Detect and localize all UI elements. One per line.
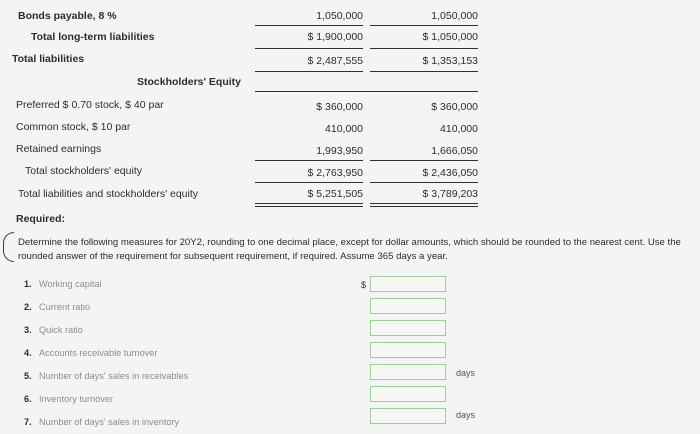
double-rule bbox=[370, 206, 478, 207]
measure-number: 5. bbox=[24, 371, 32, 381]
row-label-total-equity: Total stockholders' equity bbox=[25, 165, 142, 177]
rule bbox=[370, 160, 478, 161]
value-bonds-1: 1,050,000 bbox=[431, 10, 478, 22]
unit-days: days bbox=[456, 410, 476, 420]
value-total-long-term-2: $ 1,900,000 bbox=[307, 31, 363, 43]
measure-label: Number of days' sales in receivables bbox=[39, 371, 189, 381]
measure-number: 7. bbox=[24, 417, 32, 427]
dollar-sign: $ bbox=[361, 280, 367, 290]
rule bbox=[255, 91, 478, 92]
measure-item bbox=[24, 348, 157, 358]
answer-input-days-sales-receivables[interactable] bbox=[370, 364, 446, 380]
value-total-equity-1: $ 2,436,050 bbox=[422, 167, 478, 179]
measure-number: 6. bbox=[24, 394, 32, 404]
measure-number: 3. bbox=[24, 325, 32, 335]
double-rule bbox=[255, 203, 363, 204]
measure-label: Quick ratio bbox=[39, 325, 83, 335]
rule bbox=[255, 182, 363, 183]
value-retained-1: 1,666,050 bbox=[431, 145, 478, 157]
value-total-liab-equity-1: $ 3,789,203 bbox=[422, 188, 478, 200]
answer-input-ar-turnover[interactable] bbox=[370, 342, 446, 358]
measure-label: Working capital bbox=[39, 279, 102, 289]
unit-days: days bbox=[456, 368, 476, 378]
measure-item bbox=[24, 279, 102, 289]
measure-label: Inventory turnover bbox=[39, 394, 114, 404]
answer-input-working-capital[interactable] bbox=[370, 276, 446, 292]
measure-number: 2. bbox=[24, 302, 32, 312]
value-total-liab-equity-2: $ 5,251,505 bbox=[307, 188, 363, 200]
row-label-preferred: Preferred $ 0.70 stock, $ 40 par bbox=[16, 99, 164, 111]
measure-label: Number of days' sales in inventory bbox=[39, 417, 180, 427]
value-preferred-2: $ 360,000 bbox=[316, 101, 363, 113]
measure-item bbox=[24, 302, 90, 312]
rule bbox=[255, 48, 363, 49]
row-label-total-liab-equity: Total liabilities and stockholders' equity bbox=[18, 188, 199, 200]
row-label-common: Common stock, $ 10 par bbox=[16, 121, 131, 133]
question-bracket bbox=[3, 232, 14, 262]
required-heading: Required: bbox=[16, 213, 66, 225]
value-total-liabilities-2: $ 2,487,555 bbox=[307, 55, 363, 67]
double-rule bbox=[370, 203, 478, 204]
row-label-total-long-term: Total long-term liabilities bbox=[31, 31, 155, 43]
answer-input-days-sales-inventory[interactable] bbox=[370, 408, 446, 424]
measure-item bbox=[24, 394, 113, 404]
required-instructions: Determine the following measures for 20Y2, rounding to one decimal place, except for dollar amounts, which should be rounded to the nearest cent. Use the rounded answer of the requirement for subsequent requirement, if required. Assume 365 days a year. bbox=[18, 237, 681, 262]
value-total-equity-2: $ 2,763,950 bbox=[307, 167, 363, 179]
rule bbox=[370, 25, 478, 26]
row-label-retained: Retained earnings bbox=[16, 143, 102, 155]
measure-number: 4. bbox=[24, 348, 32, 358]
value-bonds-2: 1,050,000 bbox=[316, 10, 363, 22]
double-rule bbox=[255, 206, 363, 207]
value-total-long-term-1: $ 1,050,000 bbox=[422, 31, 478, 43]
row-label-bonds: Bonds payable, 8 % bbox=[18, 10, 117, 22]
rule bbox=[255, 71, 363, 72]
answer-input-quick-ratio[interactable] bbox=[370, 320, 446, 336]
answer-input-inventory-turnover[interactable] bbox=[370, 386, 446, 402]
measure-number: 1. bbox=[24, 279, 32, 289]
measure-item bbox=[24, 371, 188, 381]
measure-item bbox=[24, 325, 83, 335]
section-title-stockholders-equity: Stockholders' Equity bbox=[137, 76, 242, 88]
rule bbox=[370, 182, 478, 183]
value-common-1: 410,000 bbox=[440, 123, 478, 135]
value-total-liabilities-1: $ 1,353,153 bbox=[422, 55, 478, 67]
answer-input-current-ratio[interactable] bbox=[370, 298, 446, 314]
row-label-total-liabilities: Total liabilities bbox=[12, 53, 85, 65]
measure-label: Accounts receivable turnover bbox=[39, 348, 158, 358]
rule bbox=[370, 71, 478, 72]
measure-label: Current ratio bbox=[39, 302, 91, 312]
rule bbox=[255, 160, 363, 161]
value-common-2: 410,000 bbox=[325, 123, 363, 135]
rule bbox=[370, 48, 478, 49]
measure-item bbox=[24, 417, 179, 427]
value-retained-2: 1,993,950 bbox=[316, 145, 363, 157]
rule bbox=[255, 25, 363, 26]
value-preferred-1: $ 360,000 bbox=[431, 101, 478, 113]
